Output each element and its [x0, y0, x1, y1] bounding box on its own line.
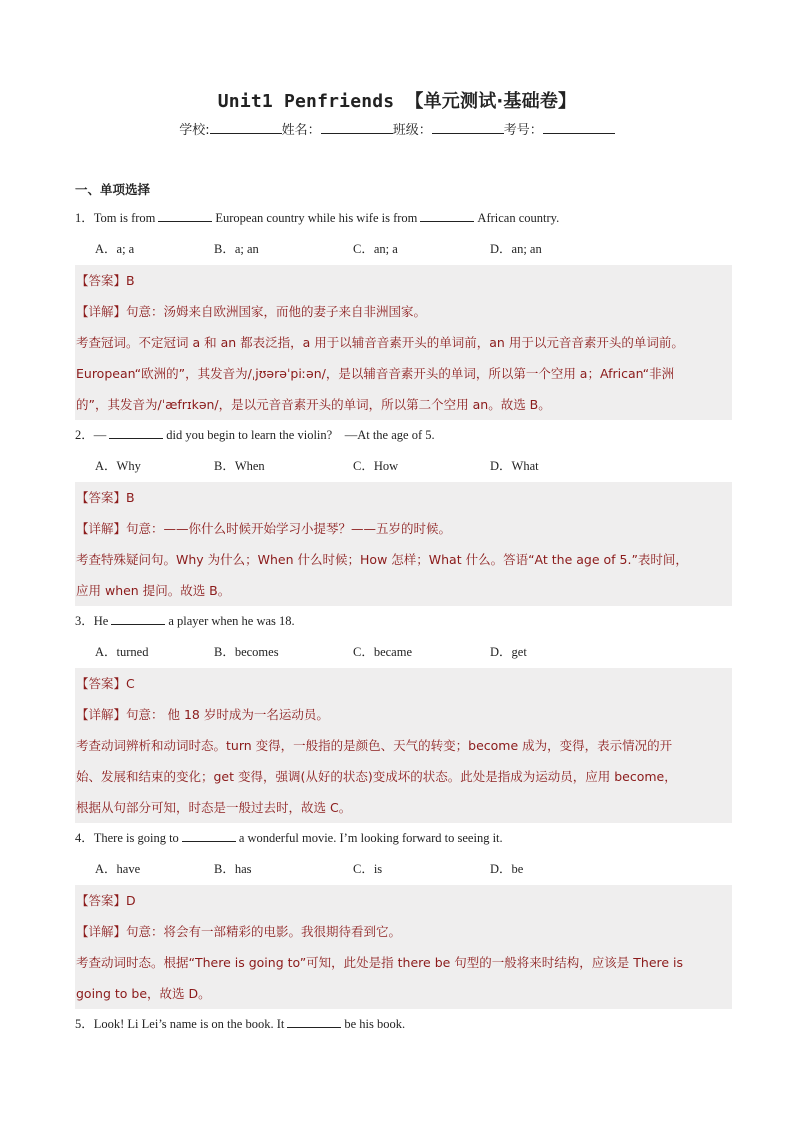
detail-line: 【详解】句意：——你什么时候开始学习小提琴？——五岁的时候。 [76, 521, 452, 536]
option-a[interactable]: A．a; a [95, 242, 135, 256]
name-label: 姓名： [281, 123, 321, 138]
options-row [75, 637, 720, 668]
option-d[interactable]: D．What [490, 459, 539, 473]
answer-blank [287, 1016, 341, 1028]
question-stem: 3．He a player when he was 18. [75, 614, 295, 628]
answer-block [75, 265, 732, 420]
title-sub: 【单元测试·基础卷】 [405, 91, 577, 112]
detail-line: 应用 when 提问。故选 B。 [76, 583, 231, 598]
exam-no-blank[interactable] [543, 121, 615, 134]
question-stem: 2．— did you begin to learn the violin? —At the age of 5. [75, 428, 435, 442]
title-main: Unit1 Penfriends [217, 91, 395, 112]
detail-line: 【详解】句意：汤姆来自欧洲国家，而他的妻子来自非洲国家。 [76, 304, 427, 319]
option-b[interactable]: B．a; an [214, 242, 259, 256]
detail-line: European“欧洲的”，其发音为/ˌjʊərəˈpiːən/，是以辅音音素开头的单词，所以第一个空用 a；African“非洲 [76, 366, 675, 381]
page-title [0, 87, 794, 113]
name-blank[interactable] [321, 121, 393, 134]
option-b[interactable]: B．When [214, 459, 265, 473]
options-row [75, 451, 720, 482]
question-stem: 5．Look! Li Lei’s name is on the book. It be his book. [75, 1017, 406, 1031]
detail-line: 始、发展和结束的变化；get 变得，强调(从好的状态)变成坏的状态。此处是指成为运动员，应用 become， [76, 769, 677, 784]
class-blank[interactable] [432, 121, 504, 134]
class-label: 班级： [392, 123, 432, 138]
detail-line: going to be，故选 D。 [76, 986, 211, 1001]
detail-line: 【详解】句意：将会有一部精彩的电影。我很期待看到它。 [76, 924, 402, 939]
question-stem: 1．Tom is from European country while his wife is from African country. [75, 211, 560, 225]
student-info-line [0, 119, 794, 138]
answer-block [75, 482, 732, 606]
answer-blank [420, 210, 474, 222]
option-c[interactable]: C．became [353, 645, 413, 659]
question-list [75, 177, 720, 1040]
detail-line: 【详解】句意： 他 18 岁时成为一名运动员。 [76, 707, 329, 722]
section-heading: 一、单项选择 [75, 182, 151, 197]
option-b[interactable]: B．has [214, 862, 252, 876]
answer-blank [111, 613, 165, 625]
option-a[interactable]: A．turned [95, 645, 149, 659]
question-stem: 4．There is going to a wonderful movie. I’m looking forward to seeing it. [75, 831, 503, 845]
detail-line: 考查动词辨析和动词时态。turn 变得，一般指的是颜色、天气的转变；become 成为，变得，表示情况的开 [76, 738, 673, 753]
option-b[interactable]: B．becomes [214, 645, 279, 659]
option-c[interactable]: C．is [353, 862, 383, 876]
exam-no-label: 考号： [503, 123, 543, 138]
detail-line: 考查特殊疑问句。Why 为什么；When 什么时候；How 怎样；What 什么。答语“At the age of 5.”表时间， [76, 552, 688, 567]
answer-blank [158, 210, 212, 222]
answer-block [75, 885, 732, 1009]
option-c[interactable]: C．How [353, 459, 399, 473]
option-d[interactable]: D．an; an [490, 242, 542, 256]
school-blank[interactable] [210, 121, 282, 134]
answer-line: 【答案】D [76, 893, 136, 908]
school-label: 学校: [179, 123, 210, 138]
answer-line: 【答案】B [76, 490, 135, 505]
option-d[interactable]: D．be [490, 862, 524, 876]
answer-blank [182, 830, 236, 842]
options-row [75, 854, 720, 885]
option-a[interactable]: A．Why [95, 459, 141, 473]
option-a[interactable]: A．have [95, 862, 141, 876]
answer-line: 【答案】B [76, 273, 135, 288]
detail-line: 的”，其发音为/ˈæfrɪkən/，是以元音音素开头的单词，所以第二个空用 an。故选 B。 [76, 397, 551, 412]
detail-line: 考查动词时态。根据“There is going to”可知，此处是指 there be 句型的一般将来时结构，应该是 There is [76, 955, 684, 970]
answer-line: 【答案】C [76, 676, 135, 691]
option-c[interactable]: C．an; a [353, 242, 398, 256]
option-d[interactable]: D．get [490, 645, 527, 659]
answer-block [75, 668, 732, 823]
answer-blank [109, 427, 163, 439]
detail-line: 根据从句部分可知，时态是一般过去时，故选 C。 [76, 800, 352, 815]
detail-line: 考查冠词。不定冠词 a 和 an 都表泛指，a 用于以辅音音素开头的单词前，an 用于以元音音素开头的单词前。 [76, 335, 684, 350]
options-row [75, 234, 720, 265]
